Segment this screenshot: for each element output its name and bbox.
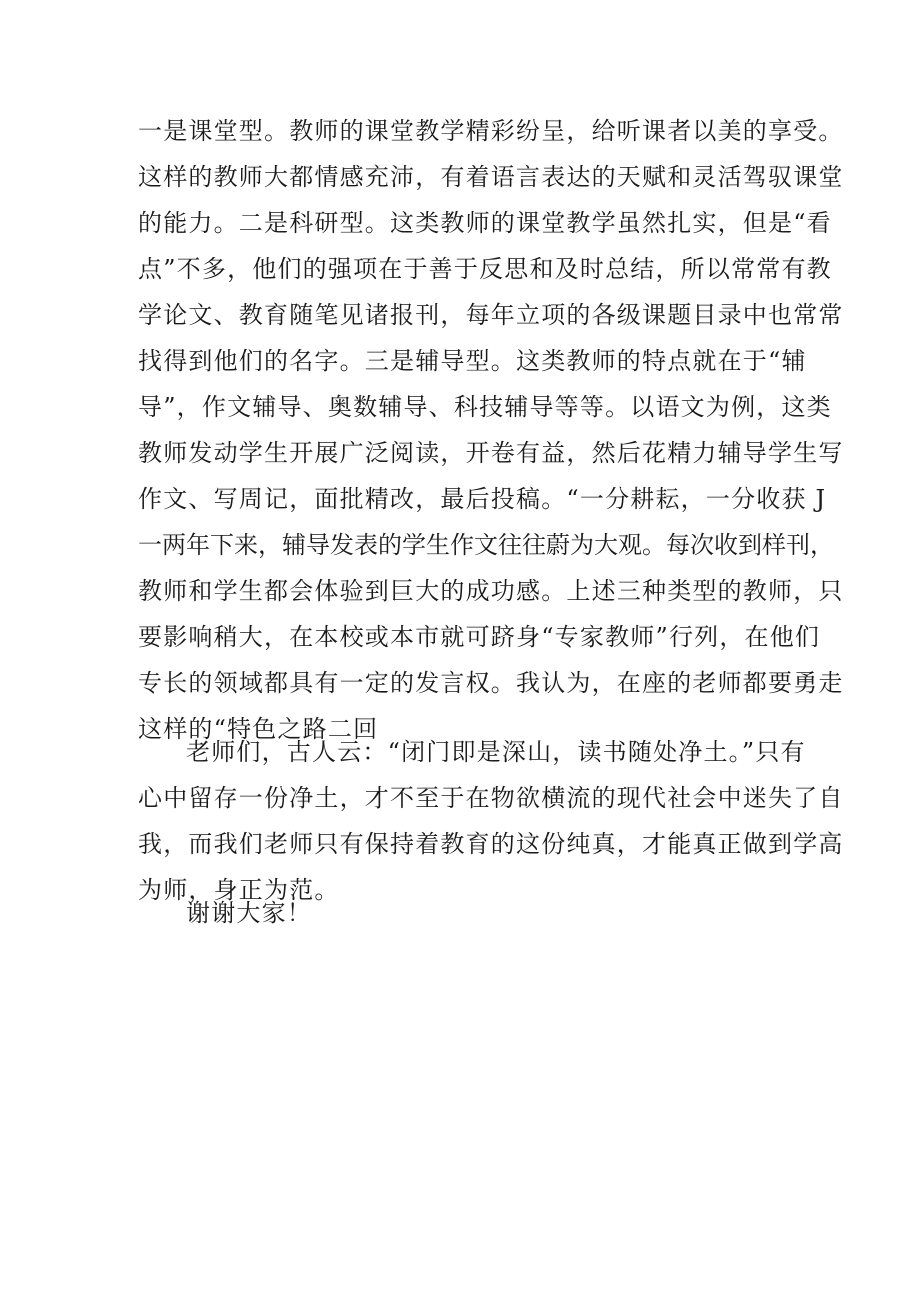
paragraph-1-line: 一是课堂型。教师的课堂教学精彩纷呈，给听课者以美的享受。 bbox=[138, 117, 844, 145]
closing-line: 谢谢大家！ bbox=[186, 899, 312, 927]
paragraph-1-line: 找得到他们的名字。三是辅导型。这类教师的特点就在于“辅 bbox=[138, 347, 807, 375]
paragraph-1-line: 点”不多，他们的强项在于善于反思和及时总结，所以常常有教 bbox=[138, 255, 832, 283]
paragraph-1-line: 导”，作文辅导、奥数辅导、科技辅导等等。以语文为例，这类 bbox=[138, 393, 832, 421]
paragraph-1-line: 教师和学生都会体验到巨大的成功感。上述三种类型的教师，只 bbox=[138, 577, 844, 605]
paragraph-1-line: 教师发动学生开展广泛阅读，开卷有益，然后花精力辅导学生写 bbox=[138, 439, 844, 467]
closing-paragraph bbox=[138, 890, 818, 936]
paragraph-1-line: 的能力。二是科研型。这类教师的课堂教学虽然扎实，但是“看 bbox=[138, 209, 832, 237]
paragraph-1-line: 这样的“特色之路二回 bbox=[138, 715, 379, 743]
paragraph-1-line: 作文、写周记，面批精改，最后投稿。“一分耕耘，一分收获 J bbox=[138, 485, 827, 513]
paragraph-2-line: 老师们，古人云：“闭门即是深山，读书随处净土。”只有 bbox=[186, 738, 806, 766]
paragraph-1-line: 一两年下来，辅导发表的学生作文往往蔚为大观。每次收到样刊， bbox=[138, 531, 834, 559]
paragraph-1-line: 学论文、教育随笔见诸报刊，每年立项的各级课题目录中也常常 bbox=[138, 301, 844, 329]
paragraph-2 bbox=[138, 729, 844, 913]
paragraph-1-line: 专长的领域都具有一定的发言权。我认为，在座的老师都要勇走 bbox=[138, 669, 844, 697]
paragraph-2-line: 心中留存一份净土，才不至于在物欲横流的现代社会中迷失了自 bbox=[138, 784, 844, 812]
paragraph-2-line: 为师，身正为范。 bbox=[138, 876, 340, 904]
paragraph-1-line: 这样的教师大都情感充沛，有着语言表达的天赋和灵活驾驭课堂 bbox=[138, 163, 844, 191]
paragraph-1 bbox=[138, 108, 844, 752]
paragraph-2-line: 我，而我们老师只有保持着教育的这份纯真，才能真正做到学高 bbox=[138, 830, 844, 858]
paragraph-1-line: 要影响稍大，在本校或本市就可跻身“专家教师”行列，在他们 bbox=[138, 623, 821, 651]
